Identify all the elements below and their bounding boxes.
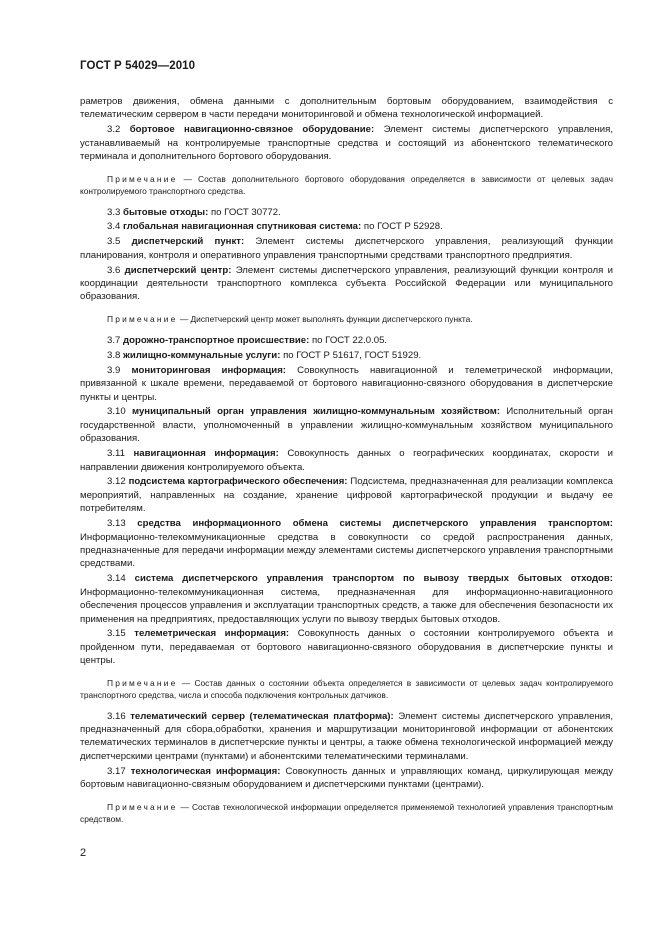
- term: диспетчерский пункт:: [131, 236, 245, 248]
- clause-number: 3.10: [107, 406, 126, 418]
- clause-number: 3.11: [107, 448, 125, 460]
- definition-text: по ГОСТ Р 51617, ГОСТ 51929.: [283, 349, 422, 361]
- clause-number: 3.13: [107, 518, 126, 530]
- clause-number: 3.12: [107, 476, 126, 488]
- clause-number: 3.16: [107, 710, 126, 722]
- definition-text: Элемент системы диспетчерского управления, реализующий функции планирования, контроля и оперативного управления транспортными средствами транспортного предприятия.: [80, 236, 613, 261]
- note-label: Примечание: [107, 677, 178, 688]
- page-number: 2: [80, 847, 87, 859]
- document-header: ГОСТ Р 54029—2010: [80, 60, 196, 72]
- definition-3-4: [80, 220, 613, 233]
- definition-text: по ГОСТ Р 52928.: [363, 221, 443, 233]
- note-label: Примечание: [107, 173, 178, 184]
- term: мониторинговая информация:: [131, 364, 287, 376]
- definition-3-15: [80, 627, 613, 667]
- paragraph-text: раметров движения, обмена данными с дополнительным бортовым оборудованием, взаимодействия с телематическим сервером в части передачи мониторинговой и обмена технологической информацией.: [80, 96, 613, 121]
- document-body: [80, 95, 613, 834]
- note-4: [80, 801, 613, 825]
- clause-number: 3.17: [107, 765, 126, 777]
- definition-3-17: [80, 765, 613, 792]
- term: бортовое навигационно-связное оборудование:: [129, 124, 375, 136]
- definition-text: Информационно-телекоммуникационные средства в совокупности со средой распространения данных, предназначенные для передачи информации между элементами системы диспетчерского управления транспортными средствами.: [80, 531, 613, 570]
- clause-number: 3.9: [107, 364, 121, 376]
- term: подсистема картографического обеспечения:: [128, 476, 348, 488]
- note-label: Примечание: [107, 313, 178, 324]
- clause-number: 3.7: [107, 334, 121, 346]
- definition-text: Элемент системы диспетчерского управления, реализующий функции контроля и координации деятельности транспортного комплекса субъекта Российской Федерации или муниципального образования.: [80, 264, 613, 303]
- definition-3-12: [80, 475, 613, 515]
- note-text: — Состав технологической информации определяется применяемой технологией управления транспортным средством.: [80, 801, 614, 824]
- definition-3-5: [80, 235, 613, 262]
- term: дорожно-транспортное происшествие:: [123, 334, 310, 346]
- definition-3-3: [80, 206, 613, 219]
- definition-3-7: [80, 334, 613, 347]
- clause-number: 3.2: [107, 124, 121, 136]
- clause-number: 3.5: [107, 236, 121, 248]
- definition-text: Совокупность данных о географических координатах, скорости и направлении движения контролируемого объекта.: [80, 448, 613, 473]
- definition-3-9: [80, 364, 613, 404]
- definition-3-2: [80, 123, 613, 163]
- definition-3-11: [80, 447, 613, 474]
- definition-3-10: [80, 405, 613, 445]
- note-3: [80, 677, 613, 701]
- term: телематический сервер (телематическая платформа):: [130, 710, 394, 722]
- paragraph-continuation: [80, 95, 613, 122]
- term: навигационная информация:: [133, 448, 279, 460]
- clause-number: 3.3: [107, 206, 121, 218]
- definition-3-6: [80, 264, 613, 304]
- note-label: Примечание: [107, 801, 178, 812]
- definition-text: Исполнительный орган государственной власти, уполномоченный в управлении жилищно-коммунальным хозяйством муниципального образования.: [80, 406, 613, 445]
- clause-number: 3.4: [107, 221, 121, 233]
- note-text: — Состав данных о состоянии объекта определяется в зависимости от целевых задач контролируемого транспортного средства, числа и способа подключения контрольных датчиков.: [80, 677, 614, 700]
- definition-3-8: [80, 349, 613, 362]
- definition-text: Элемент системы диспетчерского управления, устанавливаемый на контролируемые транспортные средства и состоящий из абонентского телематического терминала и дополнительного бортового оборудования.: [80, 124, 614, 163]
- note-1: [80, 173, 613, 197]
- definition-text: Элемент системы диспетчерского управления, предназначенный для сбора,обработки, хранения и маршрутизации мониторинговой информации от абонентских телематических терминалов в диспетчерские пункты и центры, а также обмена технологической информацией между диспетчерскими центрами (пунктами) и абонентскими телематическими терминалами.: [80, 710, 613, 762]
- clause-number: 3.15: [107, 628, 126, 640]
- clause-number: 3.8: [107, 349, 121, 361]
- clause-number: 3.6: [107, 264, 121, 276]
- definition-text: Совокупность данных о состоянии контролируемого объекта и пройденном пути, передаваемая от бортового навигационно-связного оборудования в диспетчерские пункты и центры.: [80, 628, 613, 667]
- definition-text: Информационно-телекоммуникационная система, предназначенная для информационно-навигационного обеспечения процессов управления и эксплуатации транспортных средств, а также для обеспечения безопасности их применения на предприятиях, предоставляющих услуги по вывозу твердых бытовых отходов.: [80, 586, 613, 625]
- definition-3-13: [80, 517, 613, 571]
- term: диспетчерский центр:: [124, 264, 232, 276]
- term: жилищно-коммунальные услуги:: [123, 349, 281, 361]
- term: средства информационного обмена системы диспетчерского управления транспортом:: [137, 518, 613, 530]
- definition-text: Подсистема, предназначенная для реализации комплекса мероприятий, направленных на создание, хранение цифровой картографической продукции и выдачу ее потребителям.: [80, 476, 613, 515]
- note-text: — Диспетчерский центр может выполнять функции диспетчерского пункта.: [179, 313, 473, 324]
- note-2: [80, 313, 613, 325]
- term: телеметрическая информация:: [134, 628, 290, 640]
- term: технологическая информация:: [130, 765, 281, 777]
- term: глобальная навигационная спутниковая система:: [123, 221, 362, 233]
- term: муниципальный орган управления жилищно-коммунальным хозяйством:: [131, 406, 501, 418]
- term: система диспетчерского управления транспортом по вывозу твердых бытовых отходов:: [134, 573, 613, 585]
- definition-text: по ГОСТ 30772.: [210, 206, 281, 218]
- note-text: — Состав дополнительного бортового оборудования определяется в зависимости от целевых задач контролируемого транспортного средства.: [80, 173, 614, 196]
- definition-text: Совокупность навигационной и телеметрической информации, привязанной к шкале времени, передаваемой от бортового навигационно-связного оборудования в диспетчерские пункты и центры.: [80, 364, 614, 403]
- definition-text: по ГОСТ 22.0.05.: [311, 334, 388, 346]
- clause-number: 3.14: [107, 573, 126, 585]
- definition-3-16: [80, 710, 613, 764]
- term: бытовые отходы:: [123, 206, 209, 218]
- definition-3-14: [80, 572, 613, 626]
- definition-text: Совокупность данных и управляющих команд, циркулирующая между бортовым навигационно-связным оборудованием и диспетчерскими пунктами (центрами).: [80, 765, 614, 791]
